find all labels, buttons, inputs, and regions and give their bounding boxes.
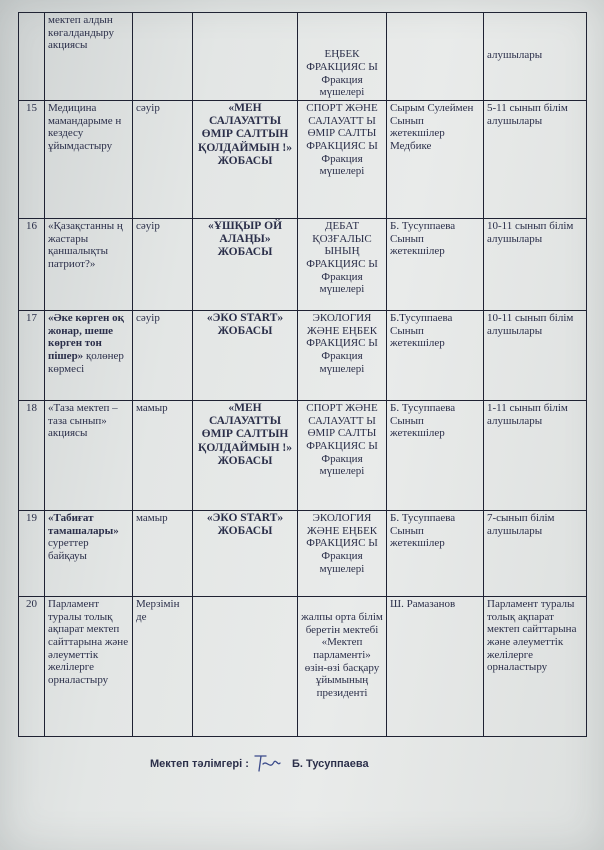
date-cell: сәуір bbox=[133, 219, 193, 311]
date-cell: Мерзімін де bbox=[133, 597, 193, 737]
responsible-cell: Б. Тусуппаева Сынып жетекшілер bbox=[387, 511, 484, 597]
audience-cell bbox=[484, 13, 587, 101]
fraction-cell bbox=[298, 13, 387, 101]
date-cell: мамыр bbox=[133, 401, 193, 511]
responsible-cell: Сырым Сулеймен Сынып жетекшілер Медбике bbox=[387, 101, 484, 219]
responsible-cell bbox=[387, 13, 484, 101]
fraction-text: жалпы орта білім беретін мектебі «Мектеп парламенті» өзін-өзі басқару ұйымының президенті bbox=[301, 611, 383, 699]
event-cell: «Қазақстанны ң жастары қаншалықты патриот?» bbox=[45, 219, 133, 311]
event-subtitle: суреттер байқауы bbox=[48, 537, 89, 562]
table-row bbox=[19, 511, 587, 597]
row-number: 20 bbox=[19, 597, 45, 737]
row-number: 15 bbox=[19, 101, 45, 219]
signer-name: Б. Тусуппаева bbox=[292, 758, 369, 770]
audience-cell: 5-11 сынып білім алушылары bbox=[484, 101, 587, 219]
fraction-cell: ЭКОЛОГИЯ ЖӘНЕ ЕҢБЕК ФРАКЦИЯС Ы Фракция мүшелері bbox=[298, 511, 387, 597]
responsible-cell: Б. Тусуппаева Сынып жетекшілер bbox=[387, 219, 484, 311]
event-subtitle: қолөнер көрмесі bbox=[48, 349, 124, 375]
table-row bbox=[19, 101, 587, 219]
fraction-cell: ЭКОЛОГИЯ ЖӘНЕ ЕҢБЕК ФРАКЦИЯС Ы Фракция мүшелері bbox=[298, 311, 387, 401]
event-title: «Әке көрген оқ жонар, шеше көрген тон пішер» bbox=[48, 312, 124, 362]
project-cell: «МЕН САЛАУАТТЫ ӨМІР САЛТЫН ҚОЛДАЙМЫН !» ЖОБАСЫ bbox=[193, 101, 298, 219]
row-number: 16 bbox=[19, 219, 45, 311]
date-cell bbox=[133, 13, 193, 101]
project-cell: «МЕН САЛАУАТТЫ ӨМІР САЛТЫН ҚОЛДАЙМЫН !» ЖОБАСЫ bbox=[193, 401, 298, 511]
fraction-cell: ДЕБАТ ҚОЗҒАЛЫС ЫНЫҢ ФРАКЦИЯС Ы Фракция мүшелері bbox=[298, 219, 387, 311]
event-plan-table bbox=[18, 12, 587, 737]
table-row bbox=[19, 13, 587, 101]
fraction-cell bbox=[298, 597, 387, 737]
table-row bbox=[19, 219, 587, 311]
row-number: 18 bbox=[19, 401, 45, 511]
date-cell: сәуір bbox=[133, 311, 193, 401]
audience-cell: 7-сынып білім алушылары bbox=[484, 511, 587, 597]
fraction-text: ЕҢБЕК ФРАКЦИЯС Ы Фракция мүшелері bbox=[306, 48, 378, 99]
audience-cell: 10-11 сынып білім алушылары bbox=[484, 311, 587, 401]
row-number: 19 bbox=[19, 511, 45, 597]
fraction-cell: СПОРТ ЖӘНЕ САЛАУАТТ Ы ӨМІР САЛТЫ ФРАКЦИЯС Ы Фракция мүшелері bbox=[298, 101, 387, 219]
fraction-cell: СПОРТ ЖӘНЕ САЛАУАТТ Ы ӨМІР САЛТЫ ФРАКЦИЯС Ы Фракция мүшелері bbox=[298, 401, 387, 511]
audience-cell: 10-11 сынып білім алушылары bbox=[484, 219, 587, 311]
date-cell: сәуір bbox=[133, 101, 193, 219]
row-number: 17 bbox=[19, 311, 45, 401]
project-cell bbox=[193, 13, 298, 101]
responsible-cell: Б.Тусуппаева Сынып жетекшілер bbox=[387, 311, 484, 401]
event-cell: мектеп алдын көгалдандыру акциясы bbox=[45, 13, 133, 101]
handwritten-signature bbox=[252, 752, 282, 777]
project-cell: «ЭКО START» ЖОБАСЫ bbox=[193, 311, 298, 401]
audience-cell: Парламент туралы толық ақпарат мектеп сайттарына және әлеуметтік желілерге орналастыру bbox=[484, 597, 587, 737]
event-cell: «Таза мектеп – таза сынып» акциясы bbox=[45, 401, 133, 511]
responsible-cell: Б. Тусуппаева Сынып жетекшілер bbox=[387, 401, 484, 511]
event-cell bbox=[45, 311, 133, 401]
table-row bbox=[19, 597, 587, 737]
project-cell: «ҰШҚЫР ОЙ АЛАҢЫ» ЖОБАСЫ bbox=[193, 219, 298, 311]
audience-cell: 1-11 сынып білім алушылары bbox=[484, 401, 587, 511]
audience-text: алушылары bbox=[487, 49, 543, 61]
table-row bbox=[19, 401, 587, 511]
date-cell: мамыр bbox=[133, 511, 193, 597]
event-title: «Табиғат тамашалары» bbox=[48, 512, 119, 537]
signer-role: Мектеп тәлімгері : bbox=[150, 758, 249, 770]
event-cell bbox=[45, 511, 133, 597]
event-cell: Парламент туралы толық ақпарат мектеп сайттарына және әлеуметтік желілерге орналастыру bbox=[45, 597, 133, 737]
table-row bbox=[19, 311, 587, 401]
row-number bbox=[19, 13, 45, 101]
event-cell: Медицина мамандарыме н кездесу ұйымдастыру bbox=[45, 101, 133, 219]
responsible-cell: Ш. Рамазанов bbox=[387, 597, 484, 737]
project-cell bbox=[193, 597, 298, 737]
project-cell: «ЭКО START» ЖОБАСЫ bbox=[193, 511, 298, 597]
